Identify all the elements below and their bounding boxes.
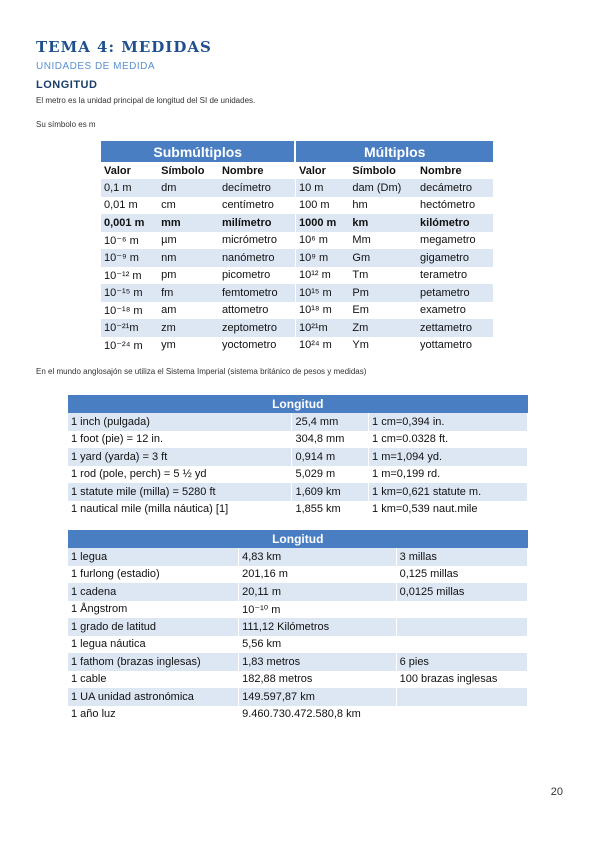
- table-row: [101, 179, 493, 197]
- table-cell: 1 grado de latitud: [68, 618, 239, 636]
- table-cell: 1 cable: [68, 671, 239, 689]
- table-cell: 10¹⁸ m: [295, 302, 349, 320]
- table-row: [68, 636, 528, 654]
- table-cell: terametro: [417, 267, 493, 285]
- table-cell: µm: [158, 232, 219, 250]
- table-cell: cm: [158, 197, 219, 215]
- table-cell: decímetro: [219, 179, 296, 197]
- table-cell: nm: [158, 249, 219, 267]
- si-units-table: [101, 141, 493, 354]
- table-cell: Ym: [349, 337, 417, 355]
- table-row: [68, 671, 528, 689]
- table-cell: 1 legua: [68, 548, 239, 566]
- table-cell: 1 Ångstrom: [68, 601, 239, 619]
- table-cell: zeptometro: [219, 319, 296, 337]
- table-cell: femtometro: [219, 284, 296, 302]
- table-cell: 1 cm=0.0328 ft.: [369, 431, 528, 449]
- section-heading: LONGITUD: [36, 79, 98, 91]
- table-cell: Pm: [349, 284, 417, 302]
- table-cell: [396, 618, 527, 636]
- table-row: [101, 337, 493, 355]
- table-row: [68, 653, 528, 671]
- table-cell: mm: [158, 214, 219, 232]
- table-row: [68, 601, 528, 619]
- table-row: [68, 618, 528, 636]
- table-cell: 10²⁴ m: [295, 337, 349, 355]
- table-cell: exametro: [417, 302, 493, 320]
- document-title: TEMA 4: MEDIDAS: [36, 38, 212, 56]
- table-cell: micrómetro: [219, 232, 296, 250]
- table-cell: milímetro: [219, 214, 296, 232]
- table-row: [101, 232, 493, 250]
- table-cell: kilómetro: [417, 214, 493, 232]
- table-cell: Em: [349, 302, 417, 320]
- table-row: [101, 267, 493, 285]
- table-cell: 304,8 mm: [292, 431, 369, 449]
- table-cell: 0,914 m: [292, 448, 369, 466]
- table-cell: 1 km=0,621 statute m.: [369, 483, 528, 501]
- imperial-length-table: [68, 395, 528, 518]
- table-cell: 10⁻¹⁰ m: [239, 601, 396, 619]
- table-cell: 6 pies: [396, 653, 527, 671]
- table-cell: yottametro: [417, 337, 493, 355]
- table-row: [68, 583, 528, 601]
- table-cell: 10⁻²¹m: [101, 319, 158, 337]
- table-cell: Mm: [349, 232, 417, 250]
- table-cell: 0,0125 millas: [396, 583, 527, 601]
- table-cell: yoctometro: [219, 337, 296, 355]
- table-cell: [396, 636, 527, 654]
- table-cell: 100 brazas inglesas: [396, 671, 527, 689]
- table-cell: 10⁻⁶ m: [101, 232, 158, 250]
- table-cell: 10⁻¹⁵ m: [101, 284, 158, 302]
- table-cell: [396, 706, 527, 724]
- table-cell: 1 statute mile (milla) = 5280 ft: [68, 483, 292, 501]
- table-cell: picometro: [219, 267, 296, 285]
- table-cell: 20,11 m: [239, 583, 396, 601]
- table-cell: megametro: [417, 232, 493, 250]
- table-cell: 25,4 mm: [292, 413, 369, 431]
- table-cell: Tm: [349, 267, 417, 285]
- table-cell: 5,56 km: [239, 636, 396, 654]
- table-cell: 1 año luz: [68, 706, 239, 724]
- table-cell: 10⁻¹⁸ m: [101, 302, 158, 320]
- table-cell: 1 cm=0,394 in.: [369, 413, 528, 431]
- table-cell: 1 m=1,094 yd.: [369, 448, 528, 466]
- table-cell: 182,88 metros: [239, 671, 396, 689]
- table-cell: Gm: [349, 249, 417, 267]
- other-length-table: [68, 530, 528, 723]
- table-cell: 100 m: [295, 197, 349, 215]
- column-header: Símbolo: [158, 162, 219, 179]
- table-cell: 1000 m: [295, 214, 349, 232]
- table-cell: decámetro: [417, 179, 493, 197]
- table-cell: Zm: [349, 319, 417, 337]
- table-cell: 10²¹m: [295, 319, 349, 337]
- table-cell: 1 yard (yarda) = 3 ft: [68, 448, 292, 466]
- table-cell: attometro: [219, 302, 296, 320]
- table-cell: 1 m=0,199 rd.: [369, 466, 528, 484]
- table-cell: 10 m: [295, 179, 349, 197]
- table-cell: 201,16 m: [239, 566, 396, 584]
- table-cell: 1,855 km: [292, 501, 369, 519]
- table-cell: 111,12 Kilómetros: [239, 618, 396, 636]
- table-row: [68, 566, 528, 584]
- table-row: [68, 413, 528, 431]
- table-row: [101, 302, 493, 320]
- table-cell: zm: [158, 319, 219, 337]
- column-header: Valor: [295, 162, 349, 179]
- table-cell: nanómetro: [219, 249, 296, 267]
- intro-paragraph: El metro es la unidad principal de longitud del SI de unidades.: [36, 96, 256, 105]
- table-cell: 4,83 km: [239, 548, 396, 566]
- table-cell: gigametro: [417, 249, 493, 267]
- table-cell: 149.597,87 km: [239, 688, 396, 706]
- table-cell: km: [349, 214, 417, 232]
- table-cell: 10⁶ m: [295, 232, 349, 250]
- column-header: Símbolo: [349, 162, 417, 179]
- table-cell: 0,001 m: [101, 214, 158, 232]
- table-row: [68, 483, 528, 501]
- column-header: Valor: [101, 162, 158, 179]
- table-cell: 1 UA unidad astronómica: [68, 688, 239, 706]
- table-row: [68, 501, 528, 519]
- table-cell: 0,125 millas: [396, 566, 527, 584]
- table-cell: 1 inch (pulgada): [68, 413, 292, 431]
- table-row: [68, 706, 528, 724]
- table-header: Longitud: [68, 395, 528, 413]
- document-subtitle: UNIDADES DE MEDIDA: [36, 61, 156, 72]
- table-cell: 9.460.730.472.580,8 km: [239, 706, 396, 724]
- table-row: [101, 249, 493, 267]
- column-header: Nombre: [417, 162, 493, 179]
- table-cell: 10¹⁵ m: [295, 284, 349, 302]
- table-cell: [396, 601, 527, 619]
- table-row: [101, 214, 493, 232]
- table-cell: 1 km=0,539 naut.mile: [369, 501, 528, 519]
- column-header-row: [101, 162, 493, 179]
- table-cell: centímetro: [219, 197, 296, 215]
- table-cell: 1 furlong (estadio): [68, 566, 239, 584]
- table-cell: dam (Dm): [349, 179, 417, 197]
- table-row: [101, 197, 493, 215]
- table-cell: hectómetro: [417, 197, 493, 215]
- table-row: [101, 319, 493, 337]
- table-row: [68, 448, 528, 466]
- table-cell: [396, 688, 527, 706]
- table-cell: 10⁹ m: [295, 249, 349, 267]
- multiples-header: Múltiplos: [295, 141, 493, 162]
- table-cell: 10⁻⁹ m: [101, 249, 158, 267]
- table-cell: 0,1 m: [101, 179, 158, 197]
- table-cell: 1 rod (pole, perch) = 5 ½ yd: [68, 466, 292, 484]
- table-cell: zettametro: [417, 319, 493, 337]
- table-cell: 3 millas: [396, 548, 527, 566]
- table-cell: 1 foot (pie) = 12 in.: [68, 431, 292, 449]
- table-cell: petametro: [417, 284, 493, 302]
- table-cell: 1 legua náutica: [68, 636, 239, 654]
- table-cell: 1,83 metros: [239, 653, 396, 671]
- table-cell: hm: [349, 197, 417, 215]
- table-cell: 1 cadena: [68, 583, 239, 601]
- table-cell: 5,029 m: [292, 466, 369, 484]
- table-row: [68, 548, 528, 566]
- table-cell: 10¹² m: [295, 267, 349, 285]
- table-cell: 1 nautical mile (milla náutica) [1]: [68, 501, 292, 519]
- table-cell: fm: [158, 284, 219, 302]
- table-row: [68, 431, 528, 449]
- table-header: Longitud: [68, 530, 528, 548]
- table-cell: 10⁻¹² m: [101, 267, 158, 285]
- table-row: [68, 688, 528, 706]
- table-cell: pm: [158, 267, 219, 285]
- page-number: 20: [550, 786, 563, 798]
- table-cell: 1 fathom (brazas inglesas): [68, 653, 239, 671]
- table-row: [101, 284, 493, 302]
- table-cell: dm: [158, 179, 219, 197]
- table-cell: ym: [158, 337, 219, 355]
- imperial-paragraph: En el mundo anglosajón se utiliza el Sistema Imperial (sistema británico de pesos y medidas): [36, 367, 367, 376]
- table-cell: 10⁻²⁴ m: [101, 337, 158, 355]
- column-header: Nombre: [219, 162, 296, 179]
- symbol-paragraph: Su símbolo es m: [36, 120, 96, 129]
- table-cell: 0,01 m: [101, 197, 158, 215]
- table-row: [68, 466, 528, 484]
- submultiples-header: Submúltiplos: [101, 141, 295, 162]
- table-cell: 1,609 km: [292, 483, 369, 501]
- table-cell: am: [158, 302, 219, 320]
